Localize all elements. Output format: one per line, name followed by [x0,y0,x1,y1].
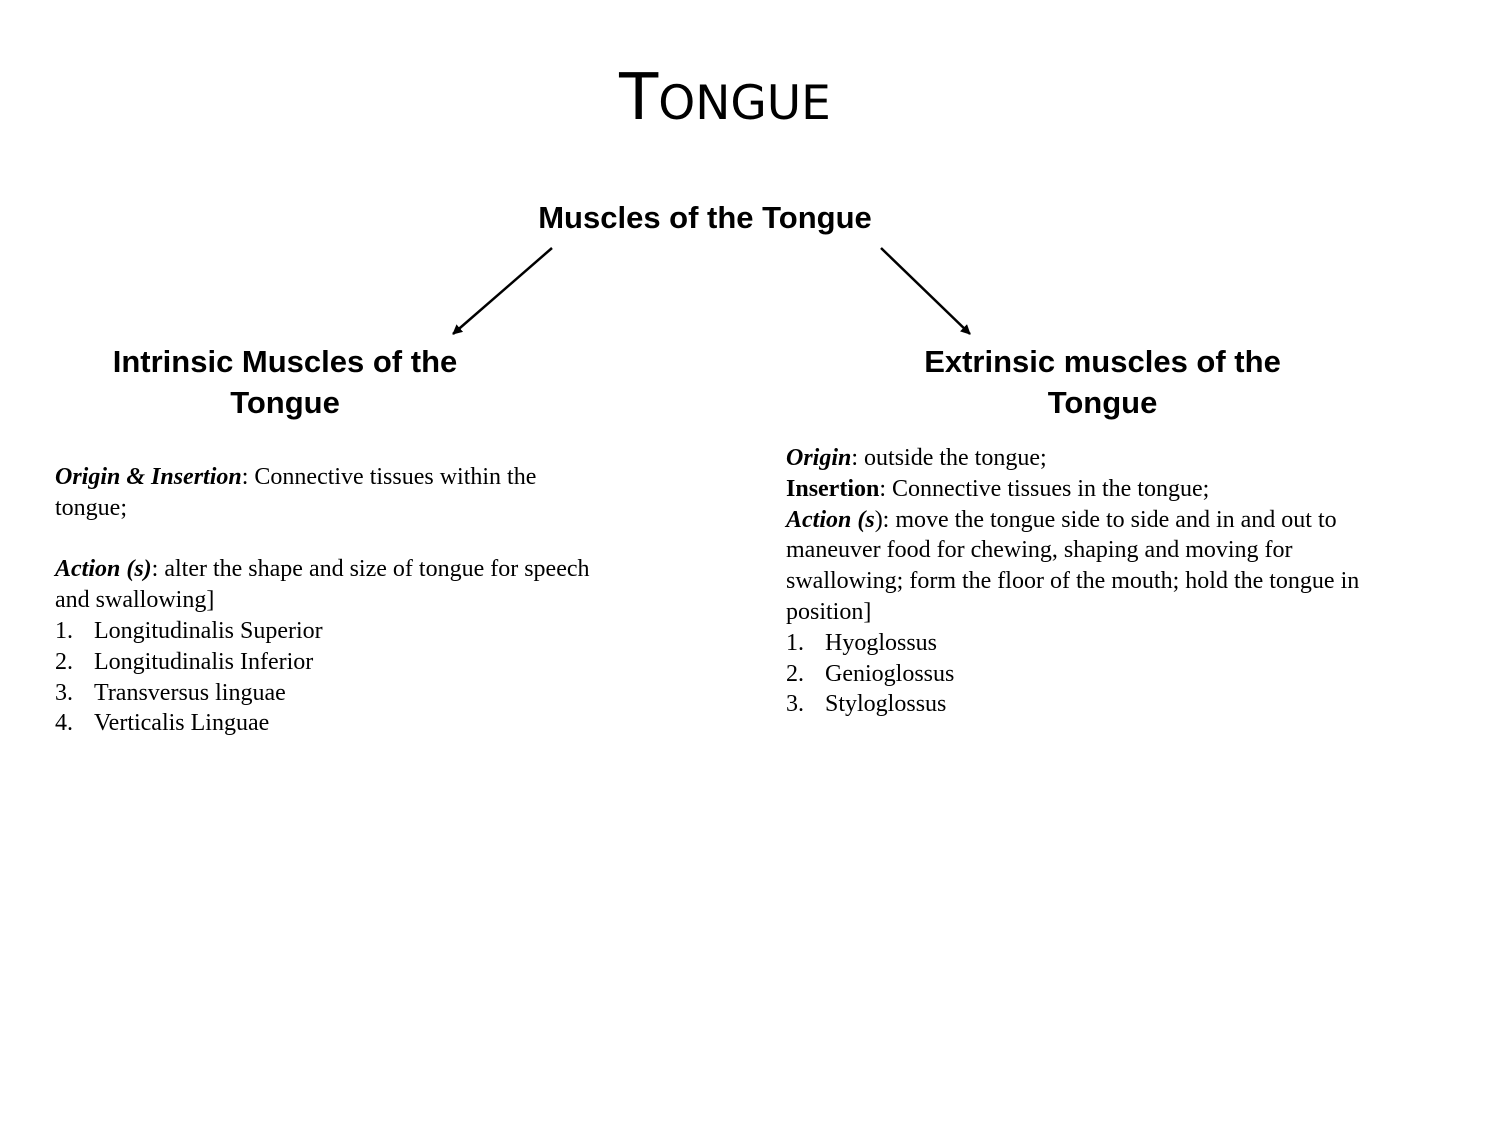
extrinsic-action-label: Action (s [786,506,875,533]
intrinsic-origin-insertion [55,462,595,524]
root-node-label: Muscles of the Tongue [538,200,872,235]
extrinsic-insertion-text: : Connective tissues in the tongue; [879,475,1210,502]
list-item-text: Longitudinalis Superior [94,617,323,644]
list-item-text: Hyoglossus [825,629,938,656]
intrinsic-heading [75,341,495,423]
extrinsic-action-text: ): move the tongue side to side and in and out to maneuver food for chewing, shaping and moving for swallowing; form the floor of the mouth; hold the tongue in position] [786,506,1360,625]
intrinsic-action-label: Action (s) [55,556,152,583]
extrinsic-heading-line1: Extrinsic muscles of the [924,344,1281,379]
list-item-text: Genioglossus [825,660,955,687]
list-item [786,659,1386,690]
list-number: 1. [786,629,804,656]
list-item [55,708,595,739]
list-item [55,616,595,647]
intrinsic-action-text: : alter the shape and size of tongue for speech and swallowing] [55,556,590,614]
list-number: 3. [55,679,73,706]
list-number: 2. [55,648,73,675]
list-number: 1. [55,617,73,644]
extrinsic-heading [880,341,1325,423]
extrinsic-origin-text: : outside the tongue; [851,445,1047,471]
intrinsic-action [55,554,595,616]
list-number: 3. [786,691,804,718]
list-item-text: Longitudinalis Inferior [94,648,314,675]
title-first-letter: T [619,61,659,135]
extrinsic-insertion [786,474,1386,505]
extrinsic-heading-line2: Tongue [1047,385,1158,420]
list-number: 2. [786,660,804,687]
extrinsic-muscle-list [786,628,1386,720]
title-rest: ONGUE [658,76,831,131]
paragraph-spacer [55,524,595,555]
list-item [55,647,595,678]
extrinsic-origin-label: Origin [786,445,852,471]
extrinsic-action [786,505,1386,628]
list-item-text: Verticalis Linguae [94,710,270,737]
list-item-text: Transversus linguae [94,679,286,706]
extrinsic-details [786,443,1386,720]
arrow-to-intrinsic [453,248,552,334]
list-item [786,628,1386,659]
origin-insertion-text: : Connective tissues within the tongue; [55,464,537,521]
list-number: 4. [55,710,73,737]
list-item [55,678,595,709]
intrinsic-details [55,462,595,739]
extrinsic-origin [786,443,1386,474]
intrinsic-muscle-list [55,616,595,739]
arrow-to-extrinsic [881,248,970,334]
list-item [786,689,1386,720]
list-item-text: Styloglossus [825,691,947,718]
slide-title [0,58,1450,144]
intrinsic-heading-line2: Tongue [230,385,340,420]
intrinsic-heading-line1: Intrinsic Muscles of the [112,344,458,379]
extrinsic-insertion-label: Insertion [786,475,880,502]
origin-insertion-label: Origin & Insertion [55,464,242,490]
